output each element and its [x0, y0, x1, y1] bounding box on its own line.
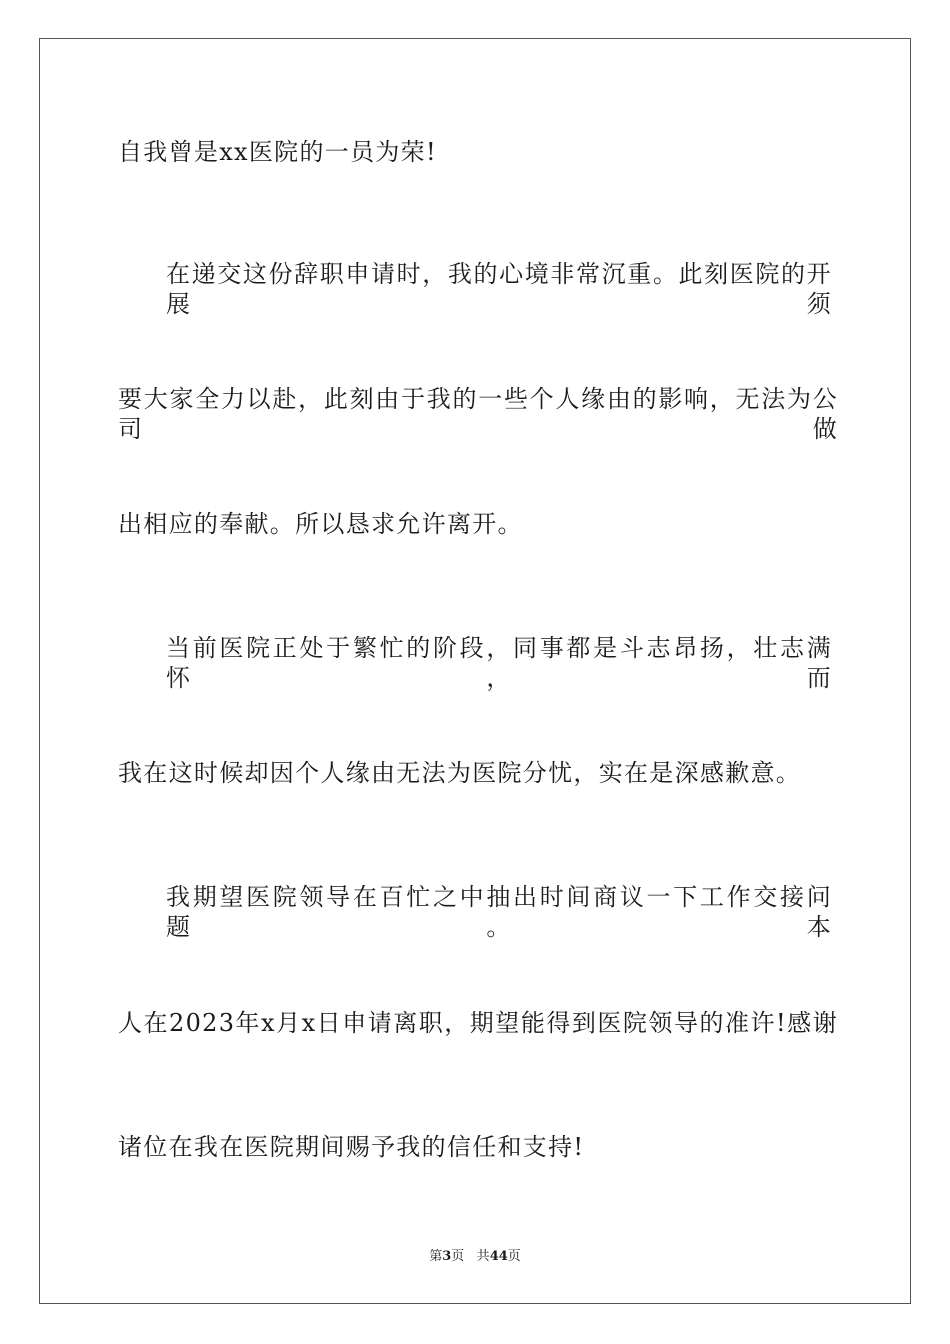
page-suffix: 页 [451, 1249, 465, 1264]
text-line-5: 当前医院正处于繁忙的阶段，同事都是斗志昂扬，壮志满怀，而 [166, 634, 832, 692]
page-footer [0, 1249, 950, 1265]
total-prefix: 共 [476, 1249, 490, 1264]
text-line-8: 人在2023年x月x日申请离职，期望能得到医院领导的准许!感谢 [118, 1009, 838, 1037]
text-line-9: 诸位在我在医院期间赐予我的信任和支持! [118, 1133, 585, 1161]
text-line-3: 要大家全力以赴，此刻由于我的一些个人缘由的影响，无法为公司做 [118, 385, 838, 443]
page-number: 3 [442, 1249, 452, 1264]
text-line-2: 在递交这份辞职申请时，我的心境非常沉重。此刻医院的开展须 [166, 260, 832, 318]
total-suffix: 页 [507, 1249, 521, 1264]
text-line-4: 出相应的奉献。所以恳求允许离开。 [118, 510, 523, 538]
page-prefix: 第 [429, 1249, 443, 1264]
text-line-7: 我期望医院领导在百忙之中抽出时间商议一下工作交接问题。本 [166, 883, 832, 941]
total-pages: 44 [489, 1249, 508, 1264]
text-line-1: 自我曾是xx医院的一员为荣! [118, 138, 437, 166]
text-line-6: 我在这时候却因个人缘由无法为医院分忧，实在是深感歉意。 [118, 759, 802, 787]
